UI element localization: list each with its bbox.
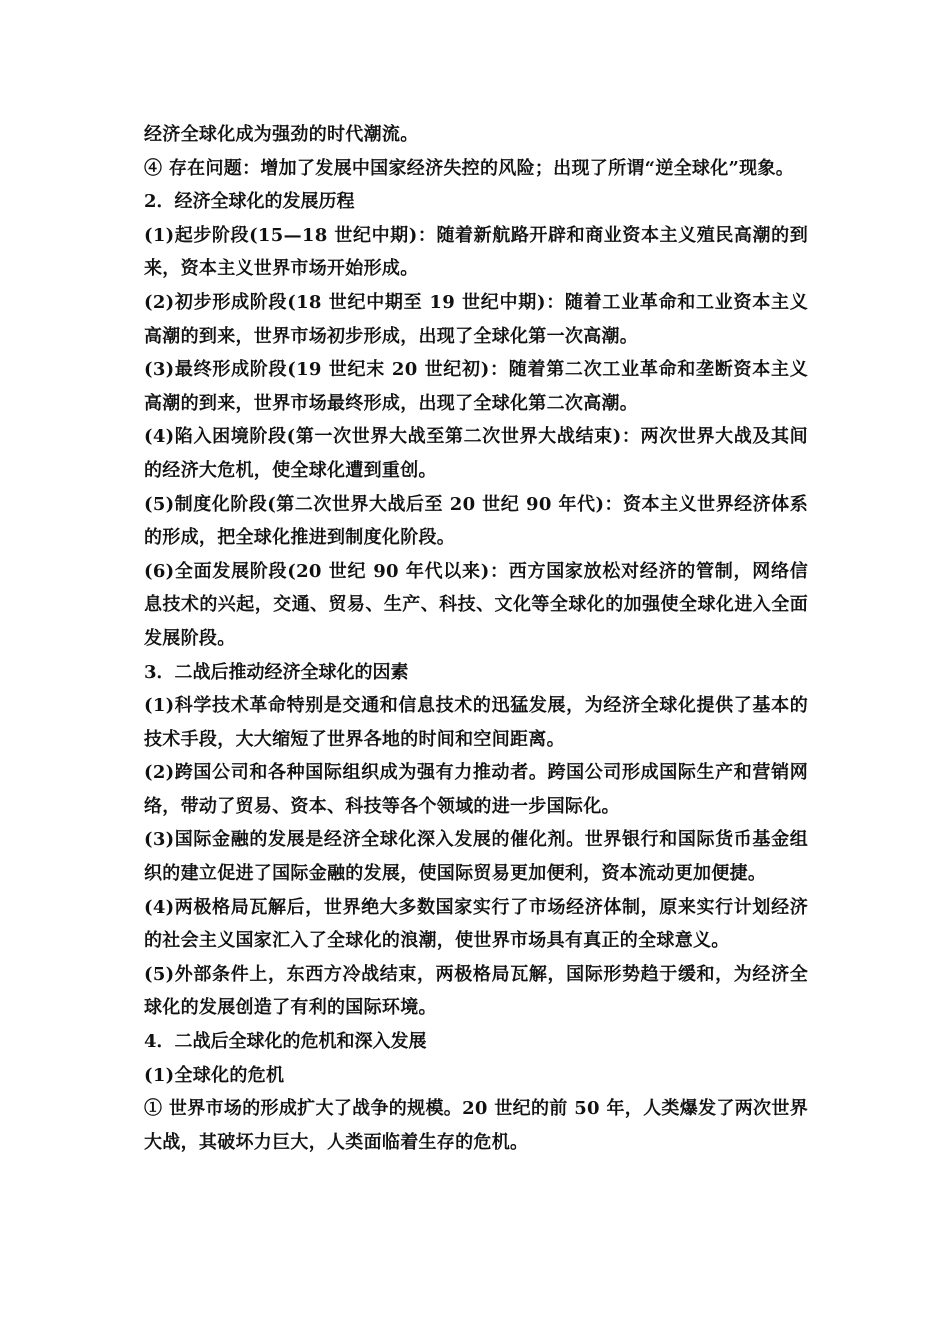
paragraph-factor-5: (5)外部条件上，东西方冷战结束，两极格局瓦解，国际形势趋于缓和，为经济全球化的发展创造了有利的国际环境。: [144, 963, 808, 1019]
paragraph-stage-1: (1)起步阶段(15—18 世纪中期)：随着新航路开辟和商业资本主义殖民高潮的到来，资本主义世界市场开始形成。: [144, 224, 808, 280]
paragraph-factor-4: (4)两极格局瓦解后，世界绝大多数国家实行了市场经济体制，原来实行计划经济的社会主义国家汇入了全球化的浪潮，使世界市场具有真正的全球意义。: [144, 896, 808, 952]
section-heading-2: 2．经济全球化的发展历程: [144, 191, 355, 213]
paragraph-stage-5: (5)制度化阶段(第二次世界大战后至 20 世纪 90 年代)：资本主义世界经济体系的形成，把全球化推进到制度化阶段。: [144, 493, 808, 549]
paragraph-stage-2: (2)初步形成阶段(18 世纪中期至 19 世纪中期)：随着工业革命和工业资本主义高潮的到来，世界市场初步形成，出现了全球化第一次高潮。: [144, 291, 808, 347]
paragraph-trend: 经济全球化成为强劲的时代潮流。: [144, 124, 419, 145]
paragraph-stage-4: (4)陷入困境阶段(第一次世界大战至第二次世界大战结束)：两次世界大战及其间的经济大危机，使全球化遭到重创。: [144, 426, 808, 481]
document-body: [144, 118, 808, 1159]
paragraph-factor-2: (2)跨国公司和各种国际组织成为强有力推动者。跨国公司形成国际生产和营销网络，带动了贸易、资本、科技等各个领域的进一步国际化。: [144, 762, 808, 817]
section-heading-3: 3．二战后推动经济全球化的因素: [144, 661, 409, 683]
paragraph-factor-1: (1)科学技术革命特别是交通和信息技术的迅猛发展，为经济全球化提供了基本的技术手段，大大缩短了世界各地的时间和空间距离。: [144, 695, 808, 750]
paragraph-stage-3: (3)最终形成阶段(19 世纪末 20 世纪初)：随着第二次工业革命和垄断资本主义高潮的到来，世界市场最终形成，出现了全球化第二次高潮。: [144, 359, 808, 414]
paragraph-stage-6: (6)全面发展阶段(20 世纪 90 年代以来)：西方国家放松对经济的管制，网络信息技术的兴起，交通、贸易、生产、科技、文化等全球化的加强使全球化进入全面发展阶段。: [144, 560, 808, 649]
paragraph-problems: ④ 存在问题：增加了发展中国家经济失控的风险；出现了所谓“逆全球化”现象。: [144, 157, 795, 179]
section-heading-4: 4．二战后全球化的危机和深入发展: [144, 1031, 427, 1053]
paragraph-crisis-1: ① 世界市场的形成扩大了战争的规模。20 世纪的前 50 年，人类爆发了两次世界大战，其破坏力巨大，人类面临着生存的危机。: [144, 1098, 808, 1153]
paragraph-crisis-title: (1)全球化的危机: [144, 1064, 285, 1086]
paragraph-factor-3: (3)国际金融的发展是经济全球化深入发展的催化剂。世界银行和国际货币基金组织的建立促进了国际金融的发展，使国际贸易更加便利，资本流动更加便捷。: [144, 829, 808, 885]
